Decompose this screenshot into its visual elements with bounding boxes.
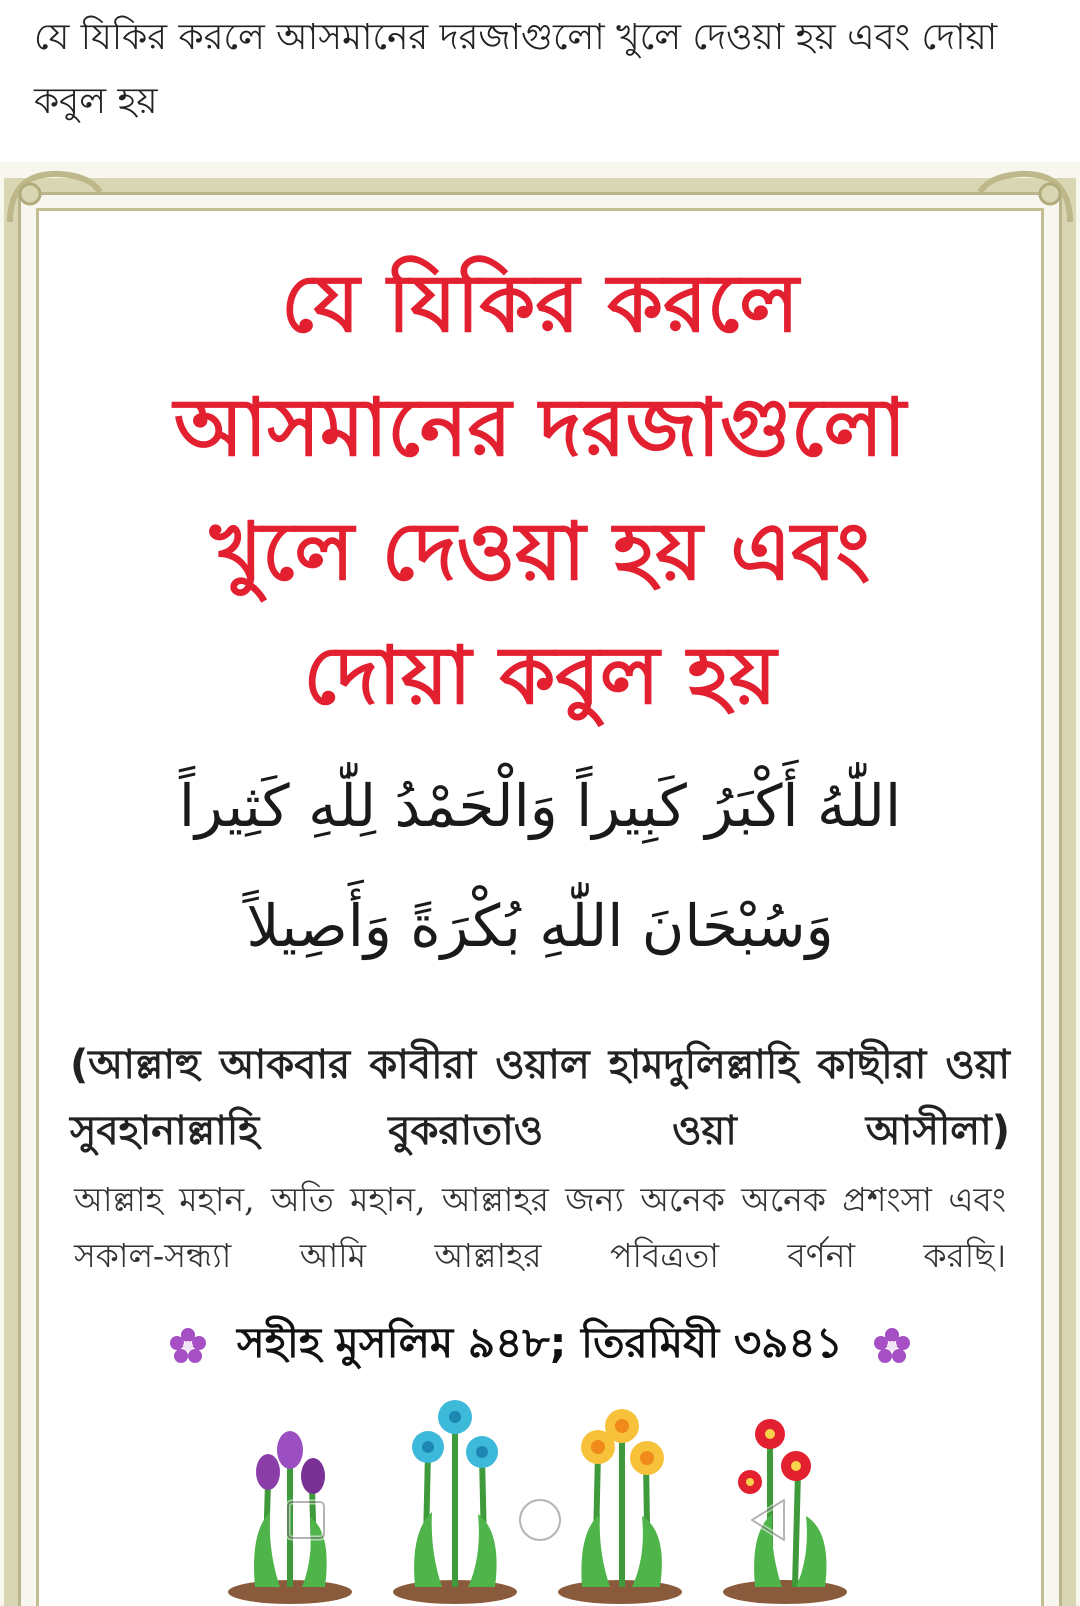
back-icon[interactable]	[728, 1480, 808, 1560]
flower-icon	[168, 1326, 208, 1366]
hadith-reference	[100, 1310, 980, 1381]
home-icon[interactable]	[500, 1480, 580, 1560]
post-image-card[interactable]	[0, 162, 1080, 1606]
reference-text: সহীহ মুসলিম ৯৪৮; তিরমিযী ৩৯৪১	[237, 1318, 843, 1367]
headline-line: দোয়া কবুল হয়	[303, 629, 777, 722]
arabic-dhikr-line: وَسُبْحَانَ اللّٰهِ بُكْرَةً وَأَصِيلاً	[246, 892, 834, 960]
meaning-text: আল্লাহ মহান, অতি মহান, আল্লাহর জন্য অনেক অনেক প্রশংসা এবং সকাল-সন্ধ্যা আমি আল্লাহর পবিত্রতা বর্ণনা করছি।	[74, 1180, 1006, 1275]
flower-icon	[872, 1326, 912, 1366]
system-navigation-bar	[0, 1470, 1080, 1606]
arabic-dhikr-line: اللّٰهُ أَكْبَرُ كَبِيراً وَالْحَمْدُ لِلّٰهِ كَثِيراً	[178, 772, 902, 840]
headline	[60, 242, 1020, 738]
headline-line: আসমানের দরজাগুলো	[173, 381, 907, 474]
headline-line: খুলে দেওয়া হয় এবং	[209, 505, 871, 598]
transliteration: (আল্লাহু আকবার কাবীরা ওয়াল হামদুলিল্লাহি কাছীরা ওয়া সুবহানাল্লাহি বুকরাতাও ওয়া আসীলা)	[70, 1042, 1010, 1154]
recent-apps-icon[interactable]	[266, 1480, 346, 1560]
headline-line: যে যিকির করলে	[281, 257, 799, 350]
post-caption: যে যিকির করলে আসমানের দরজাগুলো খুলে দেওয়া হয় এবং দোয়া কবুল হয়	[34, 17, 998, 122]
